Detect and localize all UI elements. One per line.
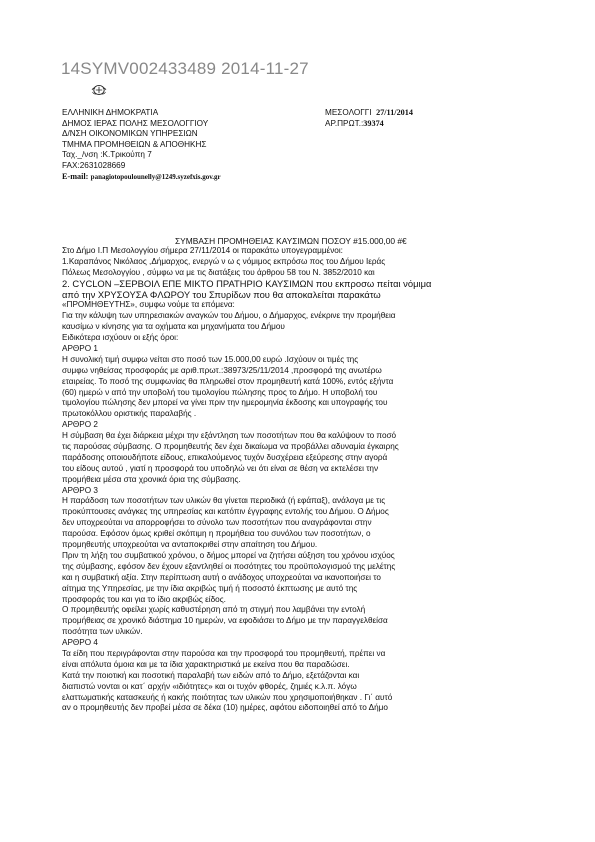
- body-line: και η συμβατική αξία. Στην περίπτωση αυτή ο ανάδοχος υποχρεούται να ικανοποιήσει το: [62, 572, 381, 582]
- body-line: «ΠΡΟΜΗΘΕΥΤΗΣ», συμφω νούμε τα επόμενα:: [62, 300, 235, 310]
- place-label: ΜΕΣΟΛΟΓΓΙ: [325, 108, 372, 117]
- contract-body: [62, 246, 552, 714]
- body-line: συμφω νηθείσας προσφοράς με αριθ.πρωτ.:38973/25/11/2014 ,προσφορά της ανωτέρω: [62, 365, 382, 375]
- body-line: Για την κάλυψη των υπηρεσιακών αναγκών του Δήμου, ο Δήμαρχος, ενέκρινε την προμήθεια: [62, 311, 396, 321]
- body-line: δεν υποχρεούται να απορροφήσει το σύνολο των ποσοτήτων που αναγράφονται στην: [62, 518, 372, 528]
- body-line: καυσίμω ν κίνησης για τα οχήματα και μηχανήματα του Δήμου: [62, 322, 285, 332]
- body-line: 2. CYCLON –ΣΕΡΒΟΙΛ ΕΠΕ ΜΙΚΤΟ ΠΡΑΤΗΡΙΟ ΚΑΥΣΙΜΩΝ που εκπροσω πείται νόμιμα: [62, 278, 432, 289]
- article-heading: ΑΡΘΡΟ 2: [62, 420, 98, 430]
- body-line: ελαττωματικής κατασκευής ή κακής ποιότητας των υλικών που χρησιμοποιήθηκαν . Γι΄ αυτό: [62, 692, 393, 702]
- header-line: FAX:2631028669: [62, 160, 126, 170]
- body-line: εταιρείας. Το ποσό της συμφωνίας θα πληρωθεί στον προμηθευτή κατά 100%, εντός εξήντα: [62, 376, 394, 386]
- contract-title: ΣΥΜΒΑΣΗ ΠΡΟΜΗΘΕΙΑΣ ΚΑΥΣΙΜΩΝ ΠΟΣΟΥ #15.000,00 #€: [175, 236, 407, 246]
- greek-emblem-icon: [91, 84, 107, 96]
- body-line: Ο προμηθευτής οφείλει χωρίς καθυστέρηση από τη στιγμή που λαμβάνει την εντολή: [62, 605, 366, 615]
- document-date: 27/11/2014: [376, 108, 413, 117]
- protocol-label: ΑΡ.ΠΡΩΤ.:: [325, 118, 364, 128]
- body-line: Η παράδοση των ποσοτήτων των υλικών θα γίνεται περιοδικά (ή εφάπαξ), ανάλογα με τις: [62, 496, 386, 506]
- body-line: Πόλεως Μεσολογγίου , σύμφω να με τις διατάξεις του άρθρου 58 του Ν. 3852/2010 και: [62, 267, 375, 277]
- body-line: του είδους αυτού , γιατί η προσφορά του υποδηλώ νει ότι είναι σε θέση να εκτελέσει την: [62, 463, 379, 473]
- body-line: Η συνολική τιμή συμφω νείται στο ποσό των 15.000,00 ευρώ .Ισχύουν οι τιμές της: [62, 354, 359, 364]
- body-line: προσφοράς του και για το ίδιο ακριβώς είδος.: [62, 594, 226, 604]
- body-line: της σύμβασης, εφόσον δεν έχουν εξαντληθεί οι ποσότητες του προϋπολογισμού της μελέτης: [62, 561, 396, 571]
- protocol-line: [325, 119, 413, 130]
- body-line: προμηθευτής υποχρεούται να ανταποκριθεί στην απαίτηση του Δήμου.: [62, 540, 318, 550]
- body-line: (60) ημερώ ν από την υποβολή του τιμολογίου πώλησης προς το Δήμο. Η υποβολή του: [62, 387, 378, 397]
- header-line: Δ/ΝΣΗ ΟΙΚΟΝΟΜΙΚΩΝ ΥΠΗΡΕΣΙΩΝ: [62, 129, 198, 139]
- body-line: παρούσα. Εφόσον όμως κριθεί σκόπιμη η προμήθεια του συνόλου των ποσοτήτων, ο: [62, 529, 371, 539]
- article-heading: ΑΡΘΡΟ 4: [62, 638, 98, 648]
- body-line: αν ο προμηθευτής δεν προβεί μέσα σε δέκα (10) ημέρες, αφότου ειδοποιηθεί από το Δήμο: [62, 703, 388, 713]
- body-line: αίτημα της Υπηρεσίας, με την ίδια ακριβώς τιμή ή ποσοστό έκπτωσης με αυτό της: [62, 583, 358, 593]
- body-line: Ειδικότερα ισχύουν οι εξής όροι:: [62, 333, 179, 343]
- body-line: ποσότητα των υλικών.: [62, 627, 143, 637]
- body-line: είναι απόλυτα όμοια και με τα ίδια χαρακτηριστικά με εκείνα που θα παραδώσει.: [62, 659, 350, 669]
- body-line: Η σύμβαση θα έχει διάρκεια μέχρι την εξάντληση των ποσοτήτων που θα καλύψουν το ποσό: [62, 431, 397, 441]
- body-line: Κατά την ποιοτική και ποσοτική παραλαβή των ειδών από το Δήμο, εξετάζονται και: [62, 670, 360, 680]
- header-line: ΕΛΛΗΝΙΚΗ ΔΗΜΟΚΡΑΤΙΑ: [62, 108, 159, 117]
- body-line: διαπιστώ νονται οι κατ΄ αρχήν «ιδιότητες» και οι τυχόν φθορές, ζημιές κ.λ.π. λόγω: [62, 681, 357, 691]
- sender-block: [62, 108, 221, 182]
- body-line: προμήθειας σε χρονικό διάστημα 10 ημερών, να εφοδιάσει το Δήμο με την παραγγελθείσα: [62, 616, 388, 626]
- body-line: πρωτοκόλλου οριστικής παραλαβής .: [62, 409, 197, 419]
- body-line: τις παρούσας σύμβασης. Ο προμηθευτής δεν έχει δικαίωμα να προβάλλει αδυναμία έγκαιρης: [62, 442, 399, 452]
- email-address: panagiotopoulounelly@1249.syzefxis.gov.gr: [90, 172, 221, 181]
- body-line: προμήθεια μέσα στα χρονικά όρια της σύμβασης.: [62, 474, 241, 484]
- email-label: E-mail:: [62, 171, 89, 181]
- header-line: ΤΜΗΜΑ ΠΡΟΜΗΘΕΙΩΝ & ΑΠΟΘΗΚΗΣ: [62, 139, 207, 149]
- date-line: [325, 108, 413, 119]
- email-line: [62, 172, 221, 183]
- header-line: ΔΗΜΟΣ ΙΕΡΑΣ ΠΟΛΗΣ ΜΕΣΟΛΟΓΓΙΟΥ: [62, 118, 209, 128]
- body-line: Τα είδη που περιγράφονται στην παρούσα και την προσφορά του προμηθευτή, πρέπει να: [62, 648, 386, 658]
- body-line: παράδοσης οποιουδήποτε είδους, επικαλούμενος τυχόν δυσχέρεια εξεύρεσης στην αγορά: [62, 452, 388, 462]
- body-line: Στο Δήμο Ι.Π Μεσολογγίου σήμερα 27/11/2014 οι παρακάτω υπογεγραμμένοι:: [62, 246, 343, 255]
- body-line: τιμολογίου πώλησης δεν μπορεί να γίνει πριν την ημερομηνία έκδοσης και υπογραφής του: [62, 398, 388, 408]
- body-line: από την ΧΡΥΣΟΥΣΑ ΦΛΩΡΟΥ του Σπυρίδων που θα αποκαλείται παρακάτω: [62, 289, 381, 300]
- protocol-number: 39374: [363, 118, 384, 128]
- body-line: προκύπτουσες ανάγκες της υπηρεσίας και κατόπιν έγγραφης εντολής του Δήμου. Ο Δήμος: [62, 507, 389, 517]
- body-line: Πριν τη λήξη του συμβατικού χρόνου, ο δήμος μπορεί να ζητήσει αύξηση του χρόνου ισχύος: [62, 550, 395, 560]
- date-protocol-block: [325, 108, 413, 129]
- header-line: Ταχ._/νση :Κ.Τρικούπη 7: [62, 150, 152, 160]
- document-stamp: 14SYMV002433489 2014-11-27: [61, 59, 309, 78]
- article-heading: ΑΡΘΡΟ 3: [62, 485, 98, 495]
- body-line: 1.Καραπάνος Νικόλαος ,Δήμαρχος, ενεργώ ν ω ς νόμιμος εκπρόσω πος του Δήμου Ιεράς: [62, 256, 386, 266]
- article-heading: ΑΡΘΡΟ 1: [62, 344, 98, 354]
